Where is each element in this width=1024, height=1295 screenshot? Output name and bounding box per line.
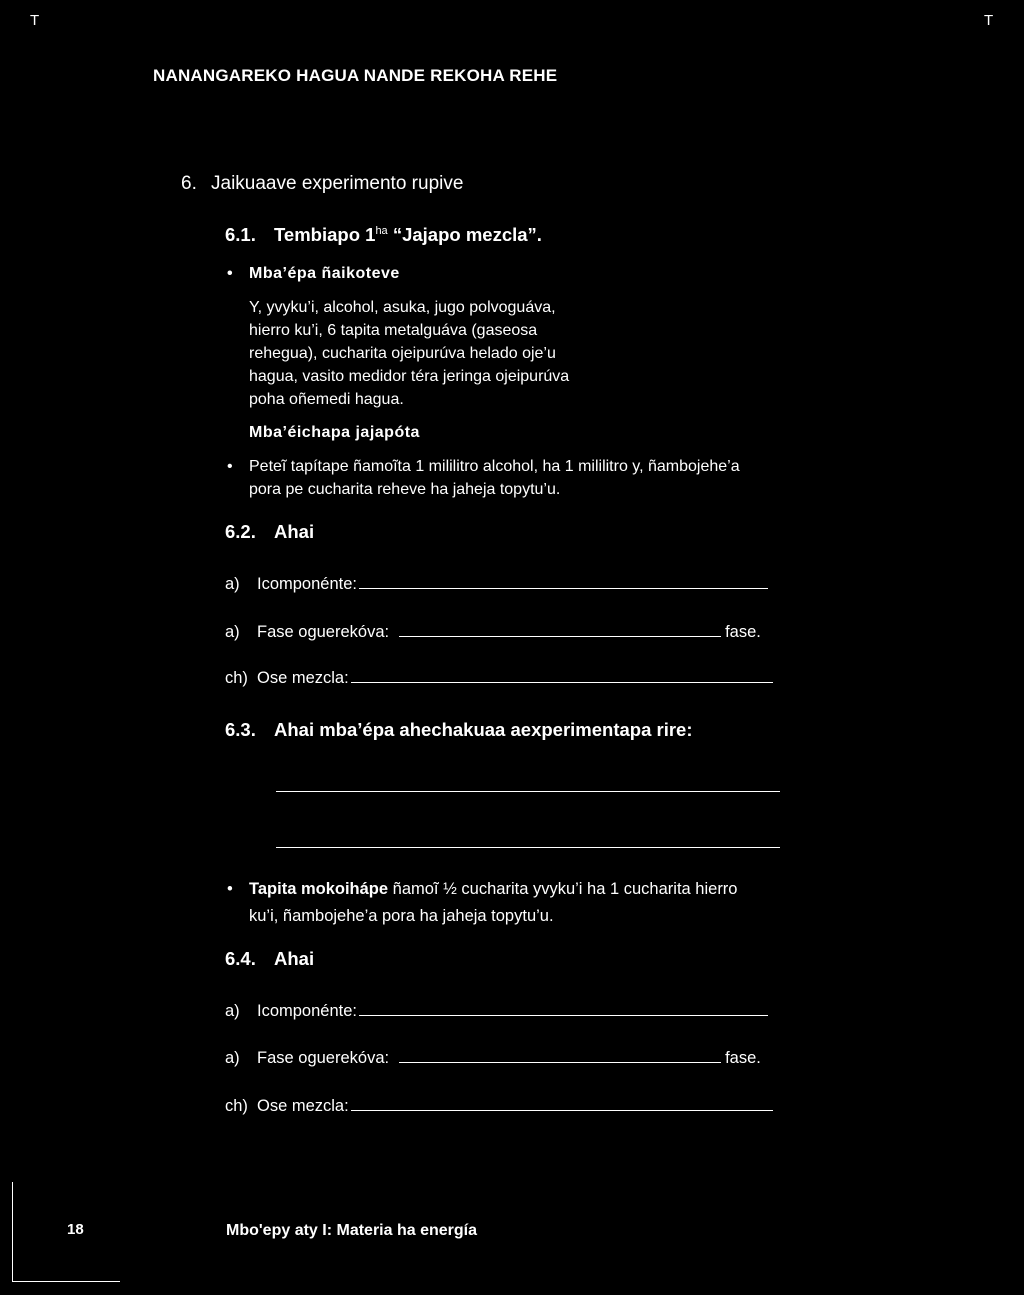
- answer-line-1[interactable]: [276, 791, 780, 792]
- procedure-heading: Mba’éichapa jajapóta: [249, 424, 420, 441]
- section-6-1-title: Tembiapo $1^{ha}$ “Jajapo mezcla”.: [274, 224, 542, 245]
- section-6-4-heading: [225, 948, 314, 970]
- crop-mark-right: T: [984, 12, 994, 29]
- answer-line[interactable]: [351, 1096, 773, 1111]
- answer-line[interactable]: [351, 668, 773, 683]
- materials-heading: • Mba’épa ñaikoteve: [249, 265, 400, 283]
- page-number: 18: [67, 1221, 84, 1238]
- section-6-3-heading: [225, 719, 693, 741]
- answer-line[interactable]: [359, 1001, 768, 1016]
- section-6-number: 6.: [181, 173, 197, 194]
- section-6-2-number: 6.2.: [225, 521, 256, 542]
- materials-text: Y, yvyku’i, alcohol, asuka, jugo polvoguáva, hierro ku’i, 6 tapita metalguáva (gaseosa rehegua), cucharita ojeipurúva helado oje’u hagua, vasito medidor téra jeringa ojeipurúva poha oñemedi hagua.: [249, 299, 570, 408]
- section-6-4-question-components: a) Icomponénte:: [225, 1001, 768, 1021]
- footer-margin-line: [12, 1182, 13, 1282]
- section-6-title: Jaikuaave experimento rupive: [211, 173, 464, 194]
- crop-mark-left: T: [30, 12, 40, 29]
- section-6-3-title: Ahai mba’épa ahechakuaa aexperimentapa rire:: [274, 719, 693, 740]
- answer-line[interactable]: [399, 1048, 721, 1063]
- answer-line[interactable]: [359, 574, 768, 589]
- section-6-1-heading: [225, 224, 542, 246]
- section-6-2-title: Ahai: [274, 521, 315, 542]
- answer-line-2[interactable]: [276, 847, 780, 848]
- footer-title: Mbo'epy aty I: Materia ha energía: [226, 1222, 477, 1239]
- procedure-bullet-2: • Tapita mokoihápe ñamoĩ ½ cucharita yvyku’i ha 1 cucharita hierro ku’i, ñambojehe’a pora ha jaheja topytu’u.: [249, 876, 737, 930]
- section-6-4-number: 6.4.: [225, 948, 256, 969]
- section-6-2-question-components: a) Icomponénte:: [225, 574, 768, 594]
- section-6-2-question-mixture: ch) Ose mezcla:: [225, 668, 773, 688]
- section-6-2-question-phases: a) Fase oguerekóva: fase.: [225, 623, 761, 641]
- page-header: NANANGAREKO HAGUA NANDE REKOHA REHE: [153, 66, 558, 85]
- section-6-4-question-phases: a) Fase oguerekóva: fase.: [225, 1049, 761, 1067]
- section-6-heading: [181, 173, 463, 195]
- answer-line[interactable]: [399, 622, 721, 637]
- section-6-1-number: 6.1.: [225, 224, 256, 245]
- procedure-bullet-1: • Peteĩ tapítape ñamoĩta 1 mililitro alcohol, ha 1 mililitro y, ñambojehe’a pora pe cucharita reheve ha jaheja topytu’u.: [249, 455, 740, 501]
- section-6-3-number: 6.3.: [225, 719, 256, 740]
- section-6-4-title: Ahai: [274, 948, 315, 969]
- section-6-2-heading: [225, 521, 314, 543]
- section-6-4-question-mixture: ch) Ose mezcla:: [225, 1096, 773, 1116]
- footer-rule: [12, 1281, 120, 1282]
